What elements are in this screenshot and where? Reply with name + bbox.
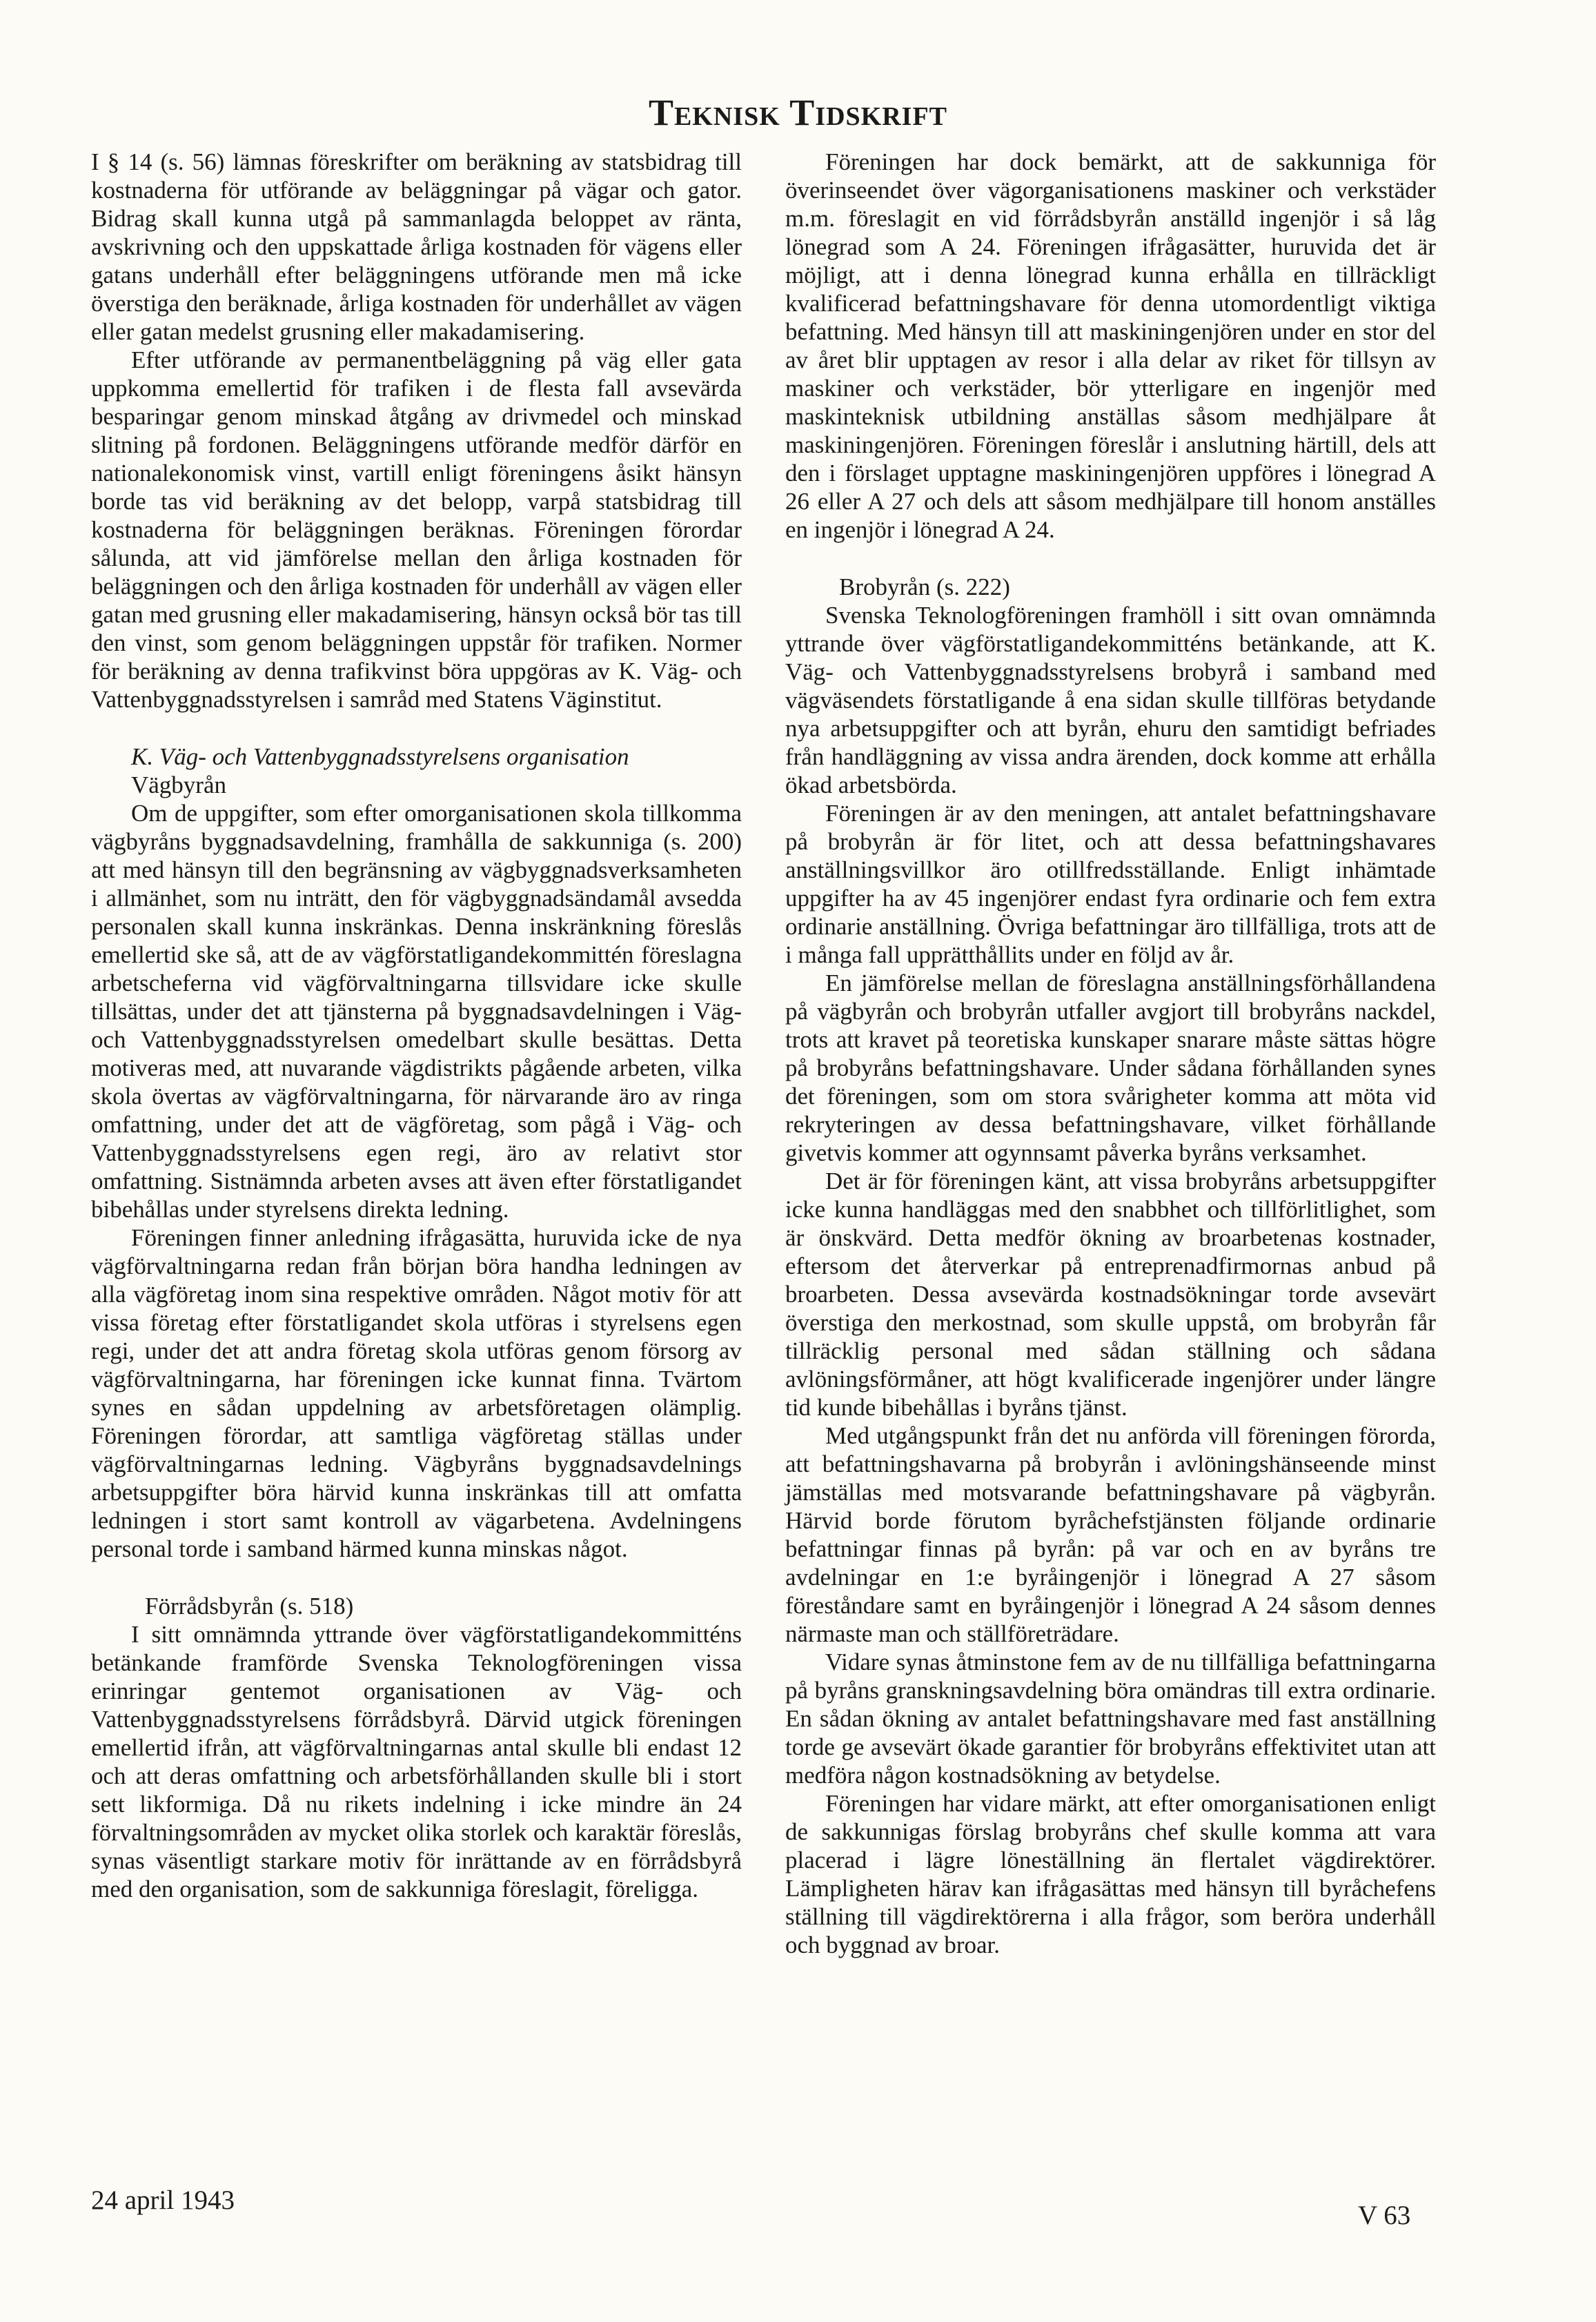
paragraph-vagforvaltningarna: Föreningen finner anledning ifrågasätta, huruvida icke de nya vägförvaltningarna redan från början böra handha ledningen av alla vägföretag inom sina respektive områden. Något motiv för att vissa företag efter förstatligandet skola utföras i styrelsens egen regi, under det att andra företag skola utföras genom försorg av vägförvaltningarna, har föreningen icke kunnat finna. Tvärtom synes en sådan uppdelning av arbetsföretagen olämplig. Föreningen förordar, att samtliga vägföretag ställas under vägförvaltningarnas ledning. Vägbyråns byggnadsavdelnings arbetsuppgifter böra härvid kunna inskränkas till att omfatta ledningen i stort samt kontroll av vägarbetena. Avdelningens personal torde i samband härmed kunna minskas något.	[91, 1224, 742, 1562]
footer-date: 24 april 1943	[91, 2185, 235, 2215]
paragraph-arbetsuppgifter: Det är för föreningen känt, att vissa brobyråns arbetsuppgifter icke kunna handläggas med den snabbhet och tillförlitlighet, som är önskvärd. Detta medför ökning av broarbetenas kostnader, eftersom det återverkar på entreprenadfirmornas anbud på broarbeten. Dessa avsevärda kostnadsökningar torde avsevärt överstiga den merkostnad, som skulle uppstå, om brobyrån får tillräcklig personal med sådan ställning och sådana avlöningsförmåner, att högt kvalificerade ingenjörer under längre tid kunde bibehållas i byråns tjänst.	[785, 1168, 1436, 1421]
paragraph-befattningshavare: Föreningen är av den meningen, att antalet befattningshavare på brobyrån är för litet, och att dessa befattningshavares anställningsvillkor äro otillfredsställande. Enligt inhämtade uppgifter ha av 45 ingenjörer endast fyra ordinarie och fem extra ordinarie anställning. Övriga befattningar äro tillfälliga, trots att de i många fall upprätthållits under en följd av år.	[785, 800, 1436, 968]
paragraph-granskningsavdelning: Vidare synas åtminstone fem av de nu tillfälliga befattningarna på byråns granskningsavdelning böra omändras till extra ordinarie. En sådan ökning av antalet befattningshavare med fast anställning torde ge avsevärt ökade garantier för brobyråns effektivitet utan att medföra någon kostnadsökning av betydelse.	[785, 1649, 1436, 1789]
subheading-vagbyran: Vägbyrån	[131, 771, 227, 798]
paragraph-forradsbyran: I sitt omnämnda yttrande över vägförstatligandekommitténs betänkande framförde Svenska Teknologföreningen vissa erinringar gentemot organisationen av Väg- och Vattenbyggnadsstyrelsens förrådsbyrå. Därvid utgick föreningen emellertid ifrån, att vägförvaltningarnas antal skulle bli endast 12 och att deras omfattning och arbetsförhållanden skulle bli i stort sett likformiga. Då nu rikets indelning i icke mindre än 24 förvaltningsområden av mycket olika storlek och karaktär föreslås, synas väsentligt starkare motiv för inrättande av en förrådsbyrå med den organisation, som de sakkunniga föreslagit, föreligga.	[91, 1621, 742, 1902]
paragraph-jamforelse: En jämförelse mellan de föreslagna anställningsförhållandena på vägbyrån och brobyrån utfaller avgjort till brobyråns nackdel, trots att kravet på teoretiska kunskaper snarare måste sättas högre på brobyråns befattningshavare. Under sådana förhållanden synes det föreningen, som om stora svårigheter komma att möta vid rekryteringen av dessa befattningshavare, vilket förhållande givetvis kommer att ogynnsamt påverka byråns verksamhet.	[785, 970, 1436, 1166]
subheading-forradsbyran: Förrådsbyrån (s. 518)	[145, 1593, 354, 1620]
footer-page-number: V 63	[1358, 2201, 1411, 2230]
subheading-brobyran: Brobyrån (s. 222)	[839, 573, 1010, 600]
left-column	[91, 148, 742, 1903]
paragraph-brobyrans-chef: Föreningen har vidare märkt, att efter omorganisationen enligt de sakkunnigas förslag brobyråns chef skulle komma att vara placerad i lägre löneställning än flertalet vägdirektörer. Lämpligheten härav kan ifrågasättas med hänsyn till byråchefens ställning till vägdirektörerna i alla frågor, som beröra underhåll och byggnad av broar.	[785, 1790, 1436, 1958]
paragraph-vagbyran-uppgifter: Om de uppgifter, som efter omorganisationen skola tillkomma vägbyråns byggnadsavdelning, framhålla de sakkunniga (s. 200) att med hänsyn till den begränsning av vägbyggnadsverksamheten i allmänhet, som nu inträtt, den för vägbyggnadsändamål avsedda personalen skall kunna inskränkas. Denna inskränkning föreslås emellertid ske så, att de av vägförstatligandekommittén föreslagna arbetscheferna vid vägförvaltningarna tillsvidare icke skulle tillsättas, under det att tjänsterna på byggnadsavdelningen i Väg- och Vattenbyggnadsstyrelsen omedelbart skulle besättas. Detta motiveras med, att nuvarande vägdistrikts pågående arbeten, vilka skola övertas av vägförvaltningarna, för närvarande äro av ringa omfattning, under det att de vägföretag, som pågå i Väg- och Vattenbyggnadsstyrelsens egen regi, äro av relativt stor omfattning. Sistnämnda arbeten avses att även efter förstatligandet bibehållas under styrelsens direkta ledning.	[91, 800, 742, 1223]
paragraph-permanentbelaggning: Efter utförande av permanentbeläggning på väg eller gata uppkomma emellertid för trafiken i de flesta fall avsevärda besparingar genom minskad åtgång av drivmedel och minskad slitning på fordonen. Beläggningens utförande medför därför en nationalekonomisk vinst, vartill enligt föreningens åsikt hänsyn borde tas vid beräkning av det belopp, varpå statsbidrag till kostnaderna för beläggningen beräknas. Föreningen förordar sålunda, att vid jämförelse mellan den årliga kostnaden för beläggningen och den årliga kostnaden för underhåll av vägen eller gatan med grusning eller makadamisering, hänsyn också bör tas till den vinst, som genom beläggningen uppstår för trafiken. Normer för beräkning av denna trafikvinst böra uppgöras av K. Väg- och Vattenbyggnadsstyrelsen i samråd med Statens Väginstitut.	[91, 346, 742, 713]
section-heading-organisation: K. Väg- och Vattenbyggnadsstyrelsens organisation	[131, 743, 629, 770]
right-column	[785, 148, 1436, 1959]
paragraph-utgangspunkt: Med utgångspunkt från det nu anförda vill föreningen förorda, att befattningshavarna på brobyrån i avlöningshänseende minst jämställas med motsvarande befattningshavare på vägbyrån. Härvid borde förutom byråchefstjänsten följande ordinarie befattningar finnas på byrån: på var och en av byråns tre avdelningar en 1:e byråingenjör i lönegrad A 27 såsom föreståndare samt en byråingenjör i lönegrad A 24 såsom dennes närmaste man och ställföreträdare.	[785, 1422, 1436, 1647]
paragraph-maskiningenjor: Föreningen har dock bemärkt, att de sakkunniga för överinseendet över vägorganisationens maskiner och verkstäder m.m. föreslagit en vid förrådsbyrån anställd ingenjör i så låg lönegrad som A 24. Föreningen ifrågasätter, huruvida det är möjligt, att i denna lönegrad kunna erhålla en tillräckligt kvalificerad befattningshavare för denna utomordentligt viktiga befattning. Med hänsyn till att maskiningenjören under en stor del av året blir upptagen av resor i alla delar av riket för tillsyn av maskiner och verkstäder, bör ytterligare en ingenjör med maskinteknisk utbildning anställas såsom medhjälpare åt maskiningenjören. Föreningen föreslår i anslutning härtill, dels att den i förslaget upptagne maskiningenjören uppföres i lönegrad A 26 eller A 27 och dels att såsom medhjälpare till honom anställes en ingenjör i lönegrad A 24.	[785, 148, 1436, 543]
paragraph-brobyran-yttrande: Svenska Teknologföreningen framhöll i sitt ovan omnämnda yttrande över vägförstatligandekommitténs betänkande, att K. Väg- och Vattenbyggnadsstyrelsens brobyrå i samband med vägväsendets förstatligande å ena sidan skulle tillföras betydande nya arbetsuppgifter och att byrån, ehuru den samtidigt befriades från handläggning av vissa andra ärenden, dock komme att erhålla ökad arbetsbörda.	[785, 602, 1436, 798]
masthead-title: Teknisk Tidskrift	[648, 92, 948, 133]
paragraph-statsbidrag: I § 14 (s. 56) lämnas föreskrifter om beräkning av statsbidrag till kostnaderna för utförande av beläggningar på vägar och gator. Bidrag skall kunna utgå på sammanlagda beloppet av ränta, avskrivning och den uppskattade årliga kostnaden för vägens eller gatans underhåll efter beläggningens utförande men må icke överstiga den beräknade, årliga kostnaden för underhållet av vägen eller gatan medelst grusning eller makadamisering.	[91, 148, 742, 345]
